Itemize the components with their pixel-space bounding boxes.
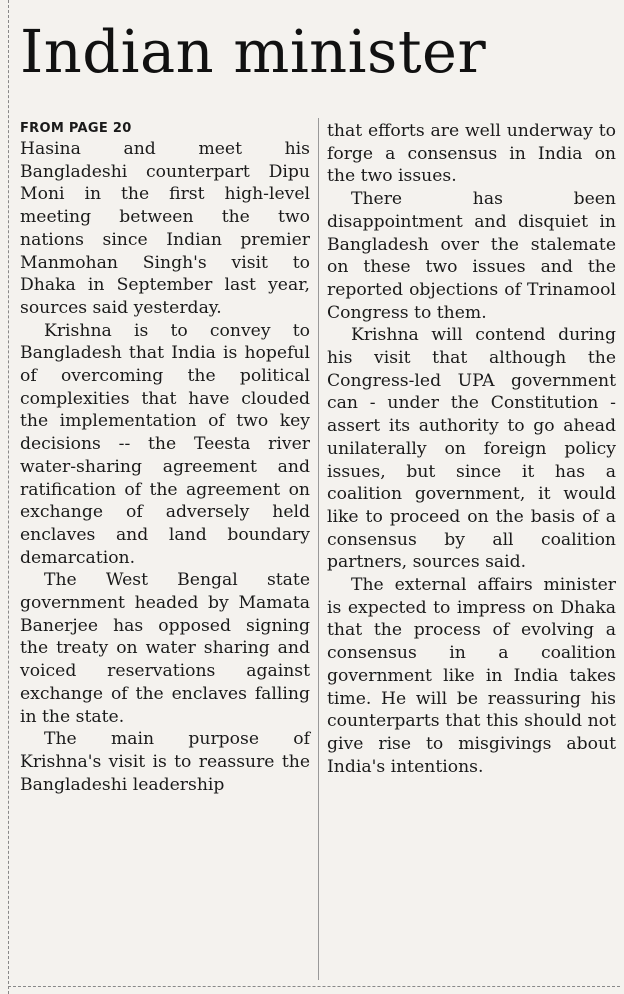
paragraph: Hasina and meet his Bangladeshi counterpart Dipu Moni in the first high-level meeting between the two nations since Indian premier Manmohan Singh's visit to Dhaka in September last year, sources said yesterday.: [20, 139, 310, 318]
left-column: [20, 120, 310, 796]
paragraph: There has been disappointment and disquiet in Bangladesh over the stalemate on these two issues and the reported objections of Trinamool Congress to them.: [327, 189, 616, 323]
right-column: [327, 120, 616, 778]
headline: Indian minister: [20, 17, 487, 86]
jump-label: FROM PAGE 20: [20, 121, 132, 136]
paragraph: The main purpose of Krishna's visit is to reassure the Bangladeshi leadership: [20, 729, 310, 795]
paragraph: Krishna will contend during his visit that although the Congress-led UPA government can - under the Constitution - assert its authority to go ahead unilaterally on foreign policy issues, but since it has a coalition government, it would like to proceed on the basis of a consensus by all coalition partners, sources said.: [327, 325, 616, 573]
paragraph: that efforts are well underway to forge a consensus in India on the two issues.: [327, 121, 616, 187]
column-divider: [318, 118, 319, 980]
paragraph: The external affairs minister is expected to impress on Dhaka that the process of evolving a consensus in a coalition government like in India takes time. He will be reassuring his counterparts that this should not give rise to misgivings about India's intentions.: [327, 575, 616, 777]
paragraph: Krishna is to convey to Bangladesh that India is hopeful of overcoming the political complexities that have clouded the implementation of two key decisions -- the Teesta river water-sharing agreement and ratification of the agreement on exchange of adversely held enclaves and land boundary demarcation.: [20, 320, 310, 568]
paragraph: The West Bengal state government headed by Mamata Banerjee has opposed signing the treaty on water sharing and voiced reservations against exchange of the enclaves falling in the state.: [20, 570, 310, 727]
left-margin-rule: [8, 0, 9, 994]
bottom-rule: [8, 986, 620, 987]
